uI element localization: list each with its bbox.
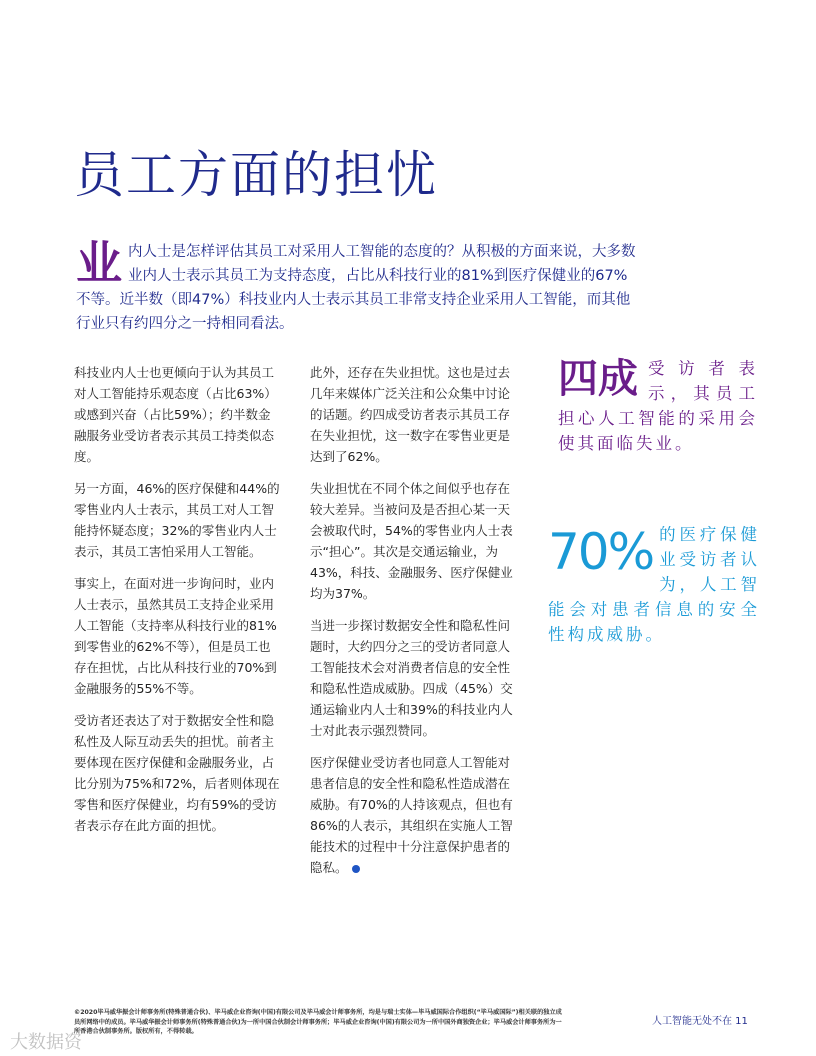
page-number-footer: 人工智能无处不在 11 xyxy=(652,1016,748,1027)
callout-text: 的医疗保健业受访者认为，人工智能会对患者信息的安全性构成威胁。 xyxy=(548,525,760,644)
end-bullet-icon xyxy=(352,865,360,873)
lead-text: 内人士是怎样评估其员工对采用人工智能的态度的？从积极的方面来说，大多数业内人士表示其员工为支持态度，占比从科技行业的81%到医疗保健业的67%不等。近半数（即47%）科技业内人士表示其员工非常支持企业采用人工智能，而其他行业只有约四分之一持相同看法。 xyxy=(76,244,636,332)
watermark: 大数据资 xyxy=(10,1032,82,1053)
callout-big-figure: 四成 xyxy=(558,356,638,402)
body-column-left xyxy=(74,362,282,847)
drop-cap: 业 xyxy=(76,236,122,290)
paragraph-last xyxy=(310,752,518,878)
paragraph: 事实上，在面对进一步询问时，业内人士表示，虽然其员工支持企业采用人工智能（支持率从科技行业的81%到零售业的62%不等），但是员工也存在担忧，占比从科技行业的70%到金融服务的55%不等。 xyxy=(74,576,277,696)
paragraph: 当进一步探讨数据安全性和隐私性问题时，大约四分之三的受访者同意人工智能技术会对消费者信息的安全性和隐私性造成威胁。四成（45%）交通运输业内人士和39%的科技业内人士对此表示强烈赞同。 xyxy=(310,618,513,738)
paragraph: 另一方面，46%的医疗保健和44%的零售业内人士表示，其员工对人工智能持怀疑态度；32%的零售业内人士表示，其员工害怕采用人工智能。 xyxy=(74,481,280,559)
callout-big-figure: 70% xyxy=(548,523,654,581)
paragraph: 科技业内人士也更倾向于认为其员工对人工智能持乐观态度（占比63%）或感到兴奋（占比59%）；约半数金融服务业受访者表示其员工持类似态度。 xyxy=(74,365,277,464)
paragraph: 受访者还表达了对于数据安全性和隐私性及人际互动丢失的担忧。前者主要体现在医疗保健和金融服务业，占比分别为75%和72%，后者则体现在零售和医疗保健业，均有59%的受访者表示存在此方面的担忧。 xyxy=(74,713,280,833)
body-column-middle xyxy=(310,362,518,889)
lead-paragraph xyxy=(76,236,636,336)
paragraph: 失业担忧在不同个体之间似乎也存在较大差异。当被问及是否担心某一天会被取代时，54%的零售业内人士表示“担心”。其次是交通运输业，为43%，科技、金融服务、医疗保健业均为37%。 xyxy=(310,481,513,601)
callout-healthcare xyxy=(548,522,760,647)
callout-job-loss xyxy=(558,356,758,456)
paragraph: 此外，还存在失业担忧。这也是过去几年来媒体广泛关注和公众集中讨论的话题。约四成受访者表示其员工存在失业担忧，这一数字在零售业更是达到了62%。 xyxy=(310,365,511,464)
copyright-footer: ©2020毕马威华振会计师事务所(特殊普通合伙)、毕马威企业咨询(中国)有限公司及毕马威会计师事务所，均是与瑞士实体—毕马威国际合作组织(“毕马威国际”)相关联的独立成员所网络中的成员。毕马威华振会计师事务所(特殊普通合伙)为一所中国合伙制会计师事务所；毕马威企业咨询(中国)有限公司为一所中国外商独资企业；毕马威会计师事务所为一所香港合伙制事务所。版权所有，不得转载。 xyxy=(74,1009,562,1035)
paragraph-text: 医疗保健业受访者也同意人工智能对患者信息的安全性和隐私性造成潜在威胁。有70%的人持该观点，但也有86%的人表示，其组织在实施人工智能技术的过程中十分注意保护患者的隐私。 xyxy=(310,755,513,875)
callout-text: 受访者表示，其员工担心人工智能的采用会使其面临失业。 xyxy=(558,359,758,453)
page-title: 员工方面的担忧 xyxy=(74,146,438,204)
